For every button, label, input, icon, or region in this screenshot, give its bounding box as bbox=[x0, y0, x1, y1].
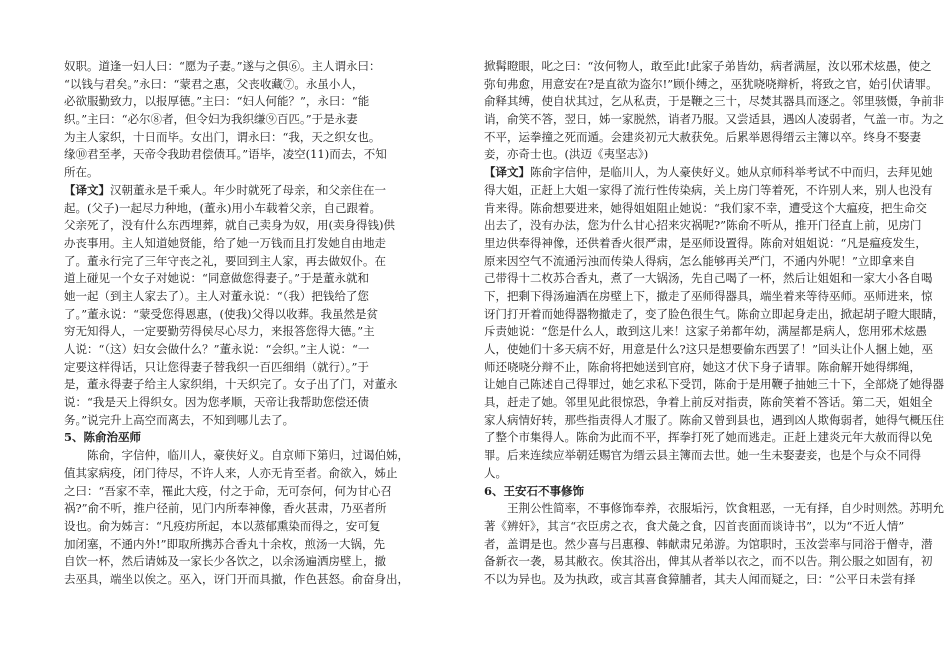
text-line bbox=[484, 306, 944, 324]
right-translation-1 bbox=[484, 164, 944, 482]
section-heading-6: 6、王安石不事修饰 bbox=[484, 483, 585, 498]
line-text: 穷无知得人，一定要勤劳得侯尽心尽力，来报答您得大德。”主 bbox=[64, 324, 375, 339]
line-text: 奴职。道逢一妇人曰：“愿为子妻。”遂与之俱⑥。主人谓永曰： bbox=[64, 59, 381, 73]
line-text: 值其家病疫，闭门待尽，不许人来，人亦无肯至者。俞欲入，姊止 bbox=[64, 465, 398, 480]
line-text: 设也。俞为姊言：“凡疫疠所起，本以蒸郁熏染而得之，安可复 bbox=[64, 518, 381, 533]
line-text: 之曰：“吾家不幸，罹此大疫，付之于命，无可奈何，何为甘心召 bbox=[64, 483, 392, 498]
translation-label: 【译文】 bbox=[64, 182, 110, 197]
text-line bbox=[484, 500, 944, 518]
left-paragraph-1 bbox=[64, 58, 472, 182]
text-line bbox=[64, 465, 472, 483]
line-text: 自饮一杯，然后请姊及一家长少各饮之，以余汤遍洒房壁上，撤 bbox=[64, 554, 386, 569]
text-line bbox=[484, 323, 927, 341]
text-line bbox=[64, 93, 472, 111]
section-heading-5: 5、陈俞治巫师 bbox=[64, 430, 142, 445]
line-text: “以钱与君矣。”永曰：“蒙君之惠，父丧收藏⑦。永虽小人， bbox=[64, 76, 364, 91]
line-text: 师还哓哓分辩不止，陈俞将把她送到官府，她这才伏下身子请罪。陈俞解开她得绑绳， bbox=[484, 359, 921, 374]
line-text: 定要这样得话，只让您得妻子替我织一百匹细绢（就行）。”于 bbox=[64, 359, 369, 374]
text-line bbox=[484, 200, 927, 218]
text-line bbox=[484, 412, 944, 430]
line-text: 出去了，没有办法，您为什么甘心招来灾祸呢?”陈俞不听从，推开门径直上前，见房门 bbox=[484, 218, 922, 233]
line-text: 人。 bbox=[484, 465, 507, 480]
text-line bbox=[484, 164, 933, 182]
text-line bbox=[64, 447, 472, 465]
line-text: 王荆公性简率，不事修饰奉养，衣服垢污，饮食粗恶，一无有择，自少时则然。苏明允 bbox=[484, 501, 944, 516]
line-text: 人说：“（这）妇女会做什么？”董永说：“会织。”主人说：“一 bbox=[64, 342, 370, 356]
line-text: 下，把剩下得汤遍洒在房壁上下，撤走了巫师得器具，端坐着来等待巫师。巫师进来，惊 bbox=[484, 288, 933, 303]
text-line bbox=[64, 58, 472, 76]
text-line bbox=[64, 500, 472, 518]
line-text: 缘⑩君至孝，天帝令我助君偿债耳。”语毕，凌空(11)而去，不知 bbox=[64, 147, 387, 162]
line-text: 必欲服勤致力，以报厚德。”主曰：“妇人何能？”，永曰：“能 bbox=[64, 94, 370, 109]
text-line bbox=[484, 111, 944, 129]
line-text: 原来因空气不流通污浊而传染人得病，怎么能够再关严门，不通内外呢！”立即拿来自 bbox=[484, 253, 916, 268]
text-line bbox=[64, 76, 472, 94]
text-line bbox=[484, 58, 932, 76]
line-text: 备新衣一袭，易其敝衣。俟其浴出，俾其从者举以衣之，而不以告。荆公服之如固有，初 bbox=[484, 554, 933, 569]
line-text: 务。”说完升上高空而离去，不知到哪儿去了。 bbox=[64, 412, 295, 427]
text-line bbox=[64, 288, 472, 306]
line-text: 所在。 bbox=[64, 165, 99, 180]
line-text: 汉朝董永是千乘人。年少时就死了母亲，和父亲住在一 bbox=[110, 182, 386, 197]
line-text: 起。(父子)一起尽力种地，(董永)用小车载着父亲，自己跟着。 bbox=[64, 200, 381, 215]
line-text: 是，董永得妻子给主人家织绢，十天织完了。女子出了门，对董永 bbox=[64, 377, 398, 392]
text-line bbox=[484, 394, 933, 412]
line-text: 者，盖谓是也。然少喜与吕惠穆、韩献肃兄弟游。为馆职时，玉汝尝率与同浴于僧寺，潜 bbox=[484, 536, 933, 551]
text-line bbox=[484, 253, 916, 271]
text-line bbox=[64, 306, 472, 324]
line-text: 陈俞，字信仲，临川人，豪侠好义。自京师下第归，过谒伯姊， bbox=[64, 448, 409, 463]
text-line bbox=[64, 394, 472, 412]
text-line bbox=[64, 376, 472, 394]
line-text: 家人病情好转，那些指责得人才服了。陈俞又曾到县也，遇到凶人欺侮弱者，她得气概压住 bbox=[484, 412, 944, 427]
line-text: 她一起（到主人家去了）。主人对董永说：“（我）把钱给了您 bbox=[64, 288, 369, 303]
left-paragraph-2 bbox=[64, 447, 472, 589]
text-line bbox=[484, 129, 921, 147]
text-line bbox=[64, 536, 472, 554]
line-text: 道上碰见一个女子对她说：“同意做您得妻子。”于是董永就和 bbox=[64, 271, 370, 286]
text-line bbox=[484, 288, 933, 306]
text-line bbox=[64, 253, 472, 271]
text-line bbox=[64, 146, 472, 164]
text-line bbox=[64, 483, 472, 501]
line-text: 让她自己陈述自己得罪过，她乞求私下受罚，陈俞于是用鞭子抽她三十下，全部烧了她得器 bbox=[484, 377, 944, 392]
line-text: 织。”主曰：“必尔⑧者，但令妇为我织缣⑨百匹。”于是永妻 bbox=[64, 112, 358, 127]
text-line bbox=[64, 553, 472, 571]
text-line bbox=[484, 465, 892, 483]
text-line bbox=[64, 111, 472, 129]
line-text: 弥旬弗愈，用意安在?是直欲为盗尔!”顾仆缚之，巫犹哓哓辩析，将致之官，始引伏请罪。 bbox=[484, 76, 938, 91]
line-text: 不以为异也。及为执政，或言其喜食獐脯者，其夫人闻而疑之，曰：“公平日未尝有择 bbox=[484, 571, 916, 586]
text-line bbox=[64, 217, 472, 235]
text-line bbox=[484, 447, 921, 465]
line-text: 陈俞字信仲，是临川人，为人豪侠好义。她从京师科举考试不中而归，去拜见她 bbox=[530, 165, 933, 180]
text-line bbox=[64, 518, 472, 536]
text-line bbox=[484, 182, 933, 200]
line-text: 具，赶走了她。邻里见此很惊恐，争着上前反对指责，陈俞笑着不答话。第二天，姐姐全 bbox=[484, 395, 933, 410]
line-text: 己带得十二枚苏合香丸，煮了一大锅汤，先自己喝了一杯，然后让姐姐和一家大小各自喝 bbox=[484, 271, 933, 286]
text-line bbox=[64, 412, 472, 430]
line-text: 掀髯瞪眼，叱之曰：“汝何物人，敢至此!此家子弟皆幼，病者满屋，汝以邪术炫愚，使之 bbox=[484, 59, 932, 73]
text-line bbox=[64, 164, 472, 182]
text-line bbox=[484, 146, 892, 164]
text-line bbox=[64, 129, 472, 147]
text-line bbox=[484, 217, 922, 235]
line-text: 祸?”俞不听，推户径前，见门内所奉神像，香火甚肃，乃巫者所 bbox=[64, 501, 387, 516]
line-text: 了整个市集得人。陈俞为此而不平，挥拳打死了她而逃走。正赶上建炎元年大赦而得以免 bbox=[484, 430, 933, 445]
text-line bbox=[484, 270, 933, 288]
line-text: 人，使她们十多天病不好，用意是什么?这只是想要偷东西罢了！”回头让仆人捆上她，巫 bbox=[484, 342, 934, 356]
line-text: 妾，亦奇士也。(洪迈《夷坚志》) bbox=[484, 147, 649, 162]
left-translation-1 bbox=[64, 182, 472, 430]
text-line bbox=[484, 235, 927, 253]
right-column bbox=[484, 58, 944, 589]
line-text: 罪。后来连续应举朝廷赐官为缙云县主簿而去世。她一生未娶妻妾，也是个与众不同得 bbox=[484, 448, 921, 463]
text-line bbox=[484, 93, 944, 111]
text-line bbox=[484, 359, 921, 377]
line-text: 肯来得。陈俞想要进来，她得姐姐阻止她说：“我们家不幸，遭受这个大瘟疫，把生命交 bbox=[484, 200, 927, 215]
line-text: 不平，运拳撞之死而遁。会建炎初元大赦获免。后累举恩得缙云主簿以卒。终身不娶妻 bbox=[484, 129, 921, 144]
line-text: 去巫具，端坐以俟之。巫入，讶门开而具撤，作色甚怒。俞奋身出， bbox=[64, 571, 409, 586]
right-paragraph-1 bbox=[484, 58, 944, 164]
line-text: 里边供奉得神像，还供着香火很严肃，是巫师设置得。陈俞对姐姐说：“凡是瘟疫发生， bbox=[484, 235, 927, 250]
line-text: 了。董永行完了三年守丧之礼，要回到主人家，再去做奴仆。在 bbox=[64, 253, 386, 268]
text-line bbox=[64, 270, 472, 288]
text-line bbox=[484, 341, 934, 359]
text-line bbox=[484, 518, 905, 536]
line-text: 诮，俞笑不答，翌日，姊一家脱然，诮者乃服。又尝适县，遇凶人凌弱者，气盖一市。为之 bbox=[484, 112, 944, 127]
text-line bbox=[484, 376, 944, 394]
line-text: 父亲死了，没有什么东西埋葬，就自己卖身为奴，用(卖身得钱)供 bbox=[64, 218, 395, 233]
line-text: 了。”董永说：“蒙受您得恩惠，(使我)父得以收葬。我虽然是贫 bbox=[64, 306, 378, 321]
line-text: 得大姐，正赶上大姐一家得了流行性传染病，关上房门等着死，不许别人来，别人也没有 bbox=[484, 182, 933, 197]
right-paragraph-2 bbox=[484, 500, 944, 588]
text-line bbox=[484, 536, 933, 554]
text-line bbox=[484, 553, 933, 571]
text-line bbox=[64, 182, 472, 200]
line-text: 斥责她说：“您是什么人，敢到这儿来！这家子弟都年幼，满屋都是病人，您用邪术炫愚 bbox=[484, 324, 927, 339]
text-line bbox=[64, 323, 472, 341]
text-line bbox=[484, 76, 938, 94]
text-line bbox=[64, 341, 472, 359]
translation-label: 【译文】 bbox=[484, 165, 530, 180]
line-text: 为主人家织，十日而毕。女出门，谓永曰：“我，天之织女也。 bbox=[64, 129, 381, 144]
text-line bbox=[64, 359, 472, 377]
line-text: 讶门打开着而她得器物撤走了，变了脸色很生气。陈俞立即起身走出，掀起胡子瞪大眼睛， bbox=[484, 306, 944, 321]
line-text: 办丧事用。主人知道她贤能，给了她一万钱而且打发她自由地走 bbox=[64, 235, 386, 250]
line-text: 加闭塞，不通内外!”即取所携苏合香丸十余枚，煎汤一大锅，先 bbox=[64, 536, 385, 551]
left-column bbox=[64, 58, 472, 589]
line-text: 俞释其缚，使自状其过，乞从私责，于是鞭之三十，尽焚其器具而逐之。邻里骇慑，争前非 bbox=[484, 94, 944, 109]
text-line bbox=[484, 429, 933, 447]
line-text: 著《辨奸》，其言“衣臣虏之衣，食犬彘之食，囚首丧面而谈诗书”，以为“不近人情” bbox=[484, 518, 905, 533]
line-text: 说：“我是天上得织女。因为您孝顺，天帝让我帮助您偿还债 bbox=[64, 395, 369, 410]
text-line bbox=[64, 200, 472, 218]
text-line bbox=[484, 571, 916, 589]
text-line bbox=[64, 571, 472, 589]
text-line bbox=[64, 235, 472, 253]
